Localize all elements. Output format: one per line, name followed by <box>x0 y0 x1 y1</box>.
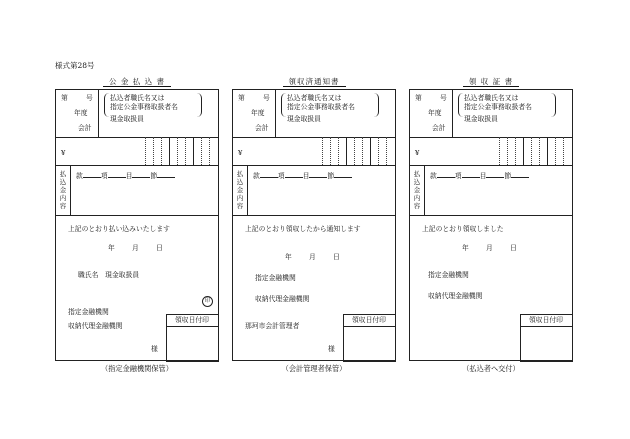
subject-line <box>253 171 352 180</box>
kan-label: 款 <box>76 172 83 180</box>
contents-label: 払込金内容 <box>413 170 421 210</box>
account-label: 会計 <box>78 124 92 132</box>
go-label: 号 <box>263 94 270 102</box>
moku-label: 目 <box>479 172 487 180</box>
date-nen: 年 <box>462 244 469 252</box>
treasurer-line: 那珂市会計管理者 <box>245 322 300 330</box>
go-label: 号 <box>86 94 93 102</box>
account-label: 会計 <box>432 124 446 132</box>
payer-line-2: 指定公金事務取扱者名 <box>287 103 355 111</box>
receipt-stamp-box <box>343 314 396 362</box>
panel-payment-slip <box>55 76 219 361</box>
subject-line <box>430 171 529 180</box>
panel-title: 公 金 払 込 書 <box>55 76 219 86</box>
panel-receipt-notice <box>232 76 396 361</box>
no-label: 第 <box>415 94 422 102</box>
yen-sign: ¥ <box>415 149 420 157</box>
panel-title: 領 収 証 書 <box>409 76 573 86</box>
form-box <box>55 89 219 361</box>
date-nen: 年 <box>285 253 292 261</box>
yen-sign: ¥ <box>61 149 66 157</box>
payer-line-2: 指定公金事務取扱者名 <box>110 103 178 111</box>
year-label: 年度 <box>74 109 88 117</box>
panel-3-footer: （払込者へ交付） <box>462 364 520 373</box>
go-label: 号 <box>440 94 447 102</box>
agent-bank: 収納代理金融機関 <box>428 292 483 300</box>
date-hi: 日 <box>156 244 163 252</box>
year-label: 年度 <box>428 109 442 117</box>
payer-line-1: 払込者職氏名又は <box>464 94 519 102</box>
statement: 上記のとおり領収しました <box>422 225 504 233</box>
year-label: 年度 <box>251 109 265 117</box>
yen-sign: ¥ <box>238 149 243 157</box>
designated-bank: 指定金融機関 <box>255 274 296 282</box>
panel-2-footer: （会計管理者保管） <box>281 364 347 373</box>
officer-line: 職氏名 現金取扱員 <box>78 271 140 279</box>
date-hi: 日 <box>510 244 517 252</box>
designated-bank: 指定金融機関 <box>68 308 109 316</box>
form-box <box>409 89 573 361</box>
date-hi: 日 <box>333 253 340 261</box>
payer-line-1: 払込者職氏名又は <box>287 94 342 102</box>
panel-title: 領収済通知書 <box>232 76 396 86</box>
agent-bank: 収納代理金融機関 <box>68 322 123 330</box>
moku-label: 目 <box>125 172 133 180</box>
setsu-label: 節 <box>150 172 158 180</box>
payer-line-1: 払込者職氏名又は <box>110 94 165 102</box>
kou-label: 項 <box>100 172 108 180</box>
moku-label: 目 <box>302 172 310 180</box>
account-label: 会計 <box>255 124 269 132</box>
date-tsuki: 月 <box>132 244 139 252</box>
payer-line-2: 指定公金事務取扱者名 <box>464 103 532 111</box>
contents-label: 払込金内容 <box>236 170 244 210</box>
no-label: 第 <box>61 94 68 102</box>
setsu-label: 節 <box>504 172 512 180</box>
sama-label: 様 <box>328 345 335 353</box>
seal-mark: 印 <box>202 296 213 307</box>
payer-line-3: 現金取扱員 <box>287 115 321 123</box>
kan-label: 款 <box>430 172 437 180</box>
kan-label: 款 <box>253 172 260 180</box>
date-nen: 年 <box>108 244 115 252</box>
statement: 上記のとおり領収したから通知します <box>245 225 361 233</box>
setsu-label: 節 <box>327 172 335 180</box>
agent-bank: 収納代理金融機関 <box>255 295 310 303</box>
subject-line <box>76 171 175 180</box>
panel-receipt <box>409 76 573 361</box>
panel-1-footer: （指定金融機関保管） <box>101 364 173 373</box>
no-label: 第 <box>238 94 245 102</box>
receipt-stamp-box <box>520 314 573 362</box>
contents-label: 払込金内容 <box>59 170 67 210</box>
statement: 上記のとおり払い込みいたします <box>68 225 170 233</box>
designated-bank: 指定金融機関 <box>428 271 469 279</box>
stamp-label: 領収日付印 <box>175 316 209 324</box>
date-tsuki: 月 <box>486 244 493 252</box>
receipt-stamp-box <box>166 314 219 362</box>
kou-label: 項 <box>454 172 462 180</box>
kou-label: 項 <box>277 172 285 180</box>
payer-line-3: 現金取扱員 <box>110 115 144 123</box>
stamp-label: 領収日付印 <box>352 316 386 324</box>
payer-line-3: 現金取扱員 <box>464 115 498 123</box>
form-box <box>232 89 396 361</box>
form-number: 様式第28号 <box>55 61 95 70</box>
stamp-label: 領収日付印 <box>529 316 563 324</box>
sama-label: 様 <box>151 345 158 353</box>
date-tsuki: 月 <box>309 253 316 261</box>
